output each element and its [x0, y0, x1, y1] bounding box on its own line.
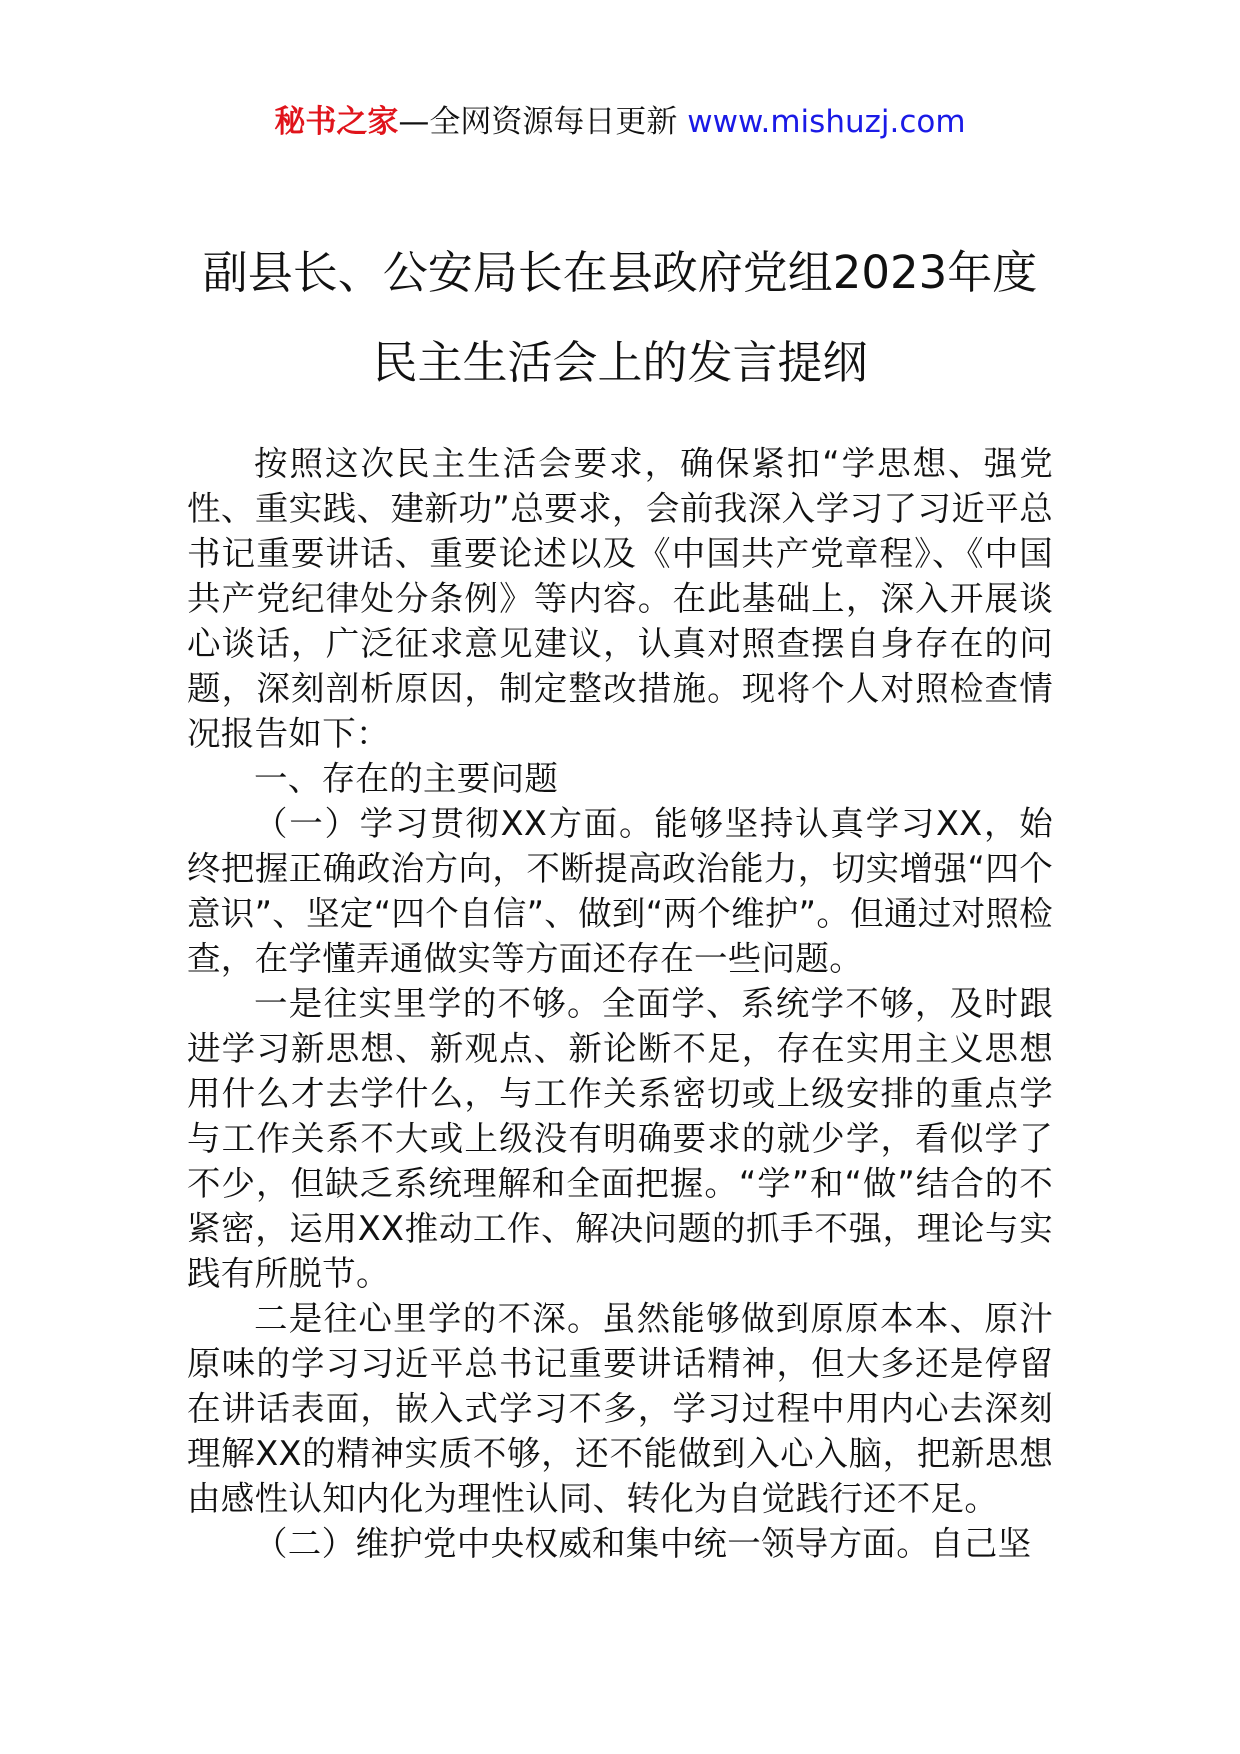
document-body [187, 441, 1053, 1566]
site-header [0, 100, 1240, 144]
document-title [150, 228, 1090, 408]
title-line-2: 民主生活会上的发言提纲 [372, 336, 868, 389]
subsection-paragraph: （一）学习贯彻XX方面。能够坚持认真学习XX，始终把握正确政治方向，不断提高政治能力，切实增强“四个意识”、坚定“四个自信”、做到“两个维护”。但通过对照检查，在学懂弄通做实等方面还存在一些问题。 [187, 804, 1053, 978]
brand-name: 秘书之家 [274, 104, 399, 140]
title-line-1: 副县长、公安局长在县政府党组2023年度 [202, 246, 1038, 299]
point-paragraph: 一是往实里学的不够。全面学、系统学不够，及时跟进学习新思想、新观点、新论断不足，存在实用主义思想用什么才去学什么，与工作关系密切或上级安排的重点学与工作关系不大或上级没有明确要求的就少学，看似学了不少，但缺乏系统理解和全面把握。“学”和“做”结合的不紧密，运用XX推动工作、解决问题的抓手不强，理论与实践有所脱节。 [187, 984, 1053, 1293]
intro-paragraph: 按照这次民主生活会要求，确保紧扣“学思想、强党性、重实践、建新功”总要求，会前我深入学习了习近平总书记重要讲话、重要论述以及《中国共产党章程》、《中国共产党纪律处分条例》等内容。在此基础上，深入开展谈心谈话，广泛征求意见建议，认真对照查摆自身存在的问题，深刻剖析原因，制定整改措施。现将个人对照检查情况报告如下： [187, 444, 1053, 753]
section-heading: 一、存在的主要问题 [254, 759, 559, 798]
site-url-link[interactable]: www.mishuzj.com [687, 104, 966, 140]
header-slogan: —全网资源每日更新 [398, 104, 688, 140]
point-paragraph: 二是往心里学的不深。虽然能够做到原原本本、原汁原味的学习习近平总书记重要讲话精神，但大多还是停留在讲话表面，嵌入式学习不多，学习过程中用内心去深刻理解XX的精神实质不够，还不能做到入心入脑，把新思想由感性认知内化为理性认同、转化为自觉践行还不足。 [187, 1299, 1053, 1518]
subsection-paragraph: （二）维护党中央权威和集中统一领导方面。自己坚 [254, 1524, 1032, 1563]
